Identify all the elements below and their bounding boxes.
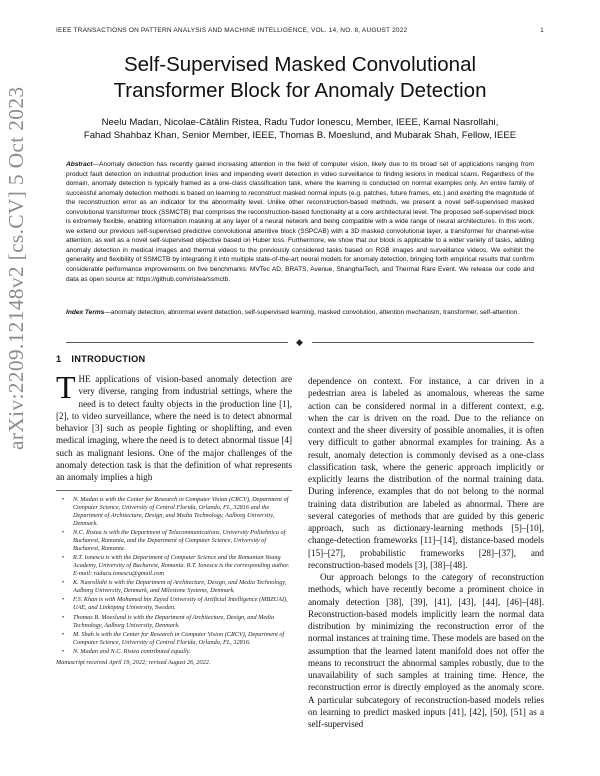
bullet-icon: • <box>62 579 65 587</box>
title-line-2: Transformer Block for Anomaly Detection <box>113 79 487 102</box>
footnote-text: N.C. Ristea is with the Department of Telecommunications, University Politehnica of Bucharest, Romania, and the Department of Computer Science, University of Bucharest, Romania. <box>73 529 286 553</box>
authors-line-1: Neelu Madan, Nicolae-Cătălin Ristea, Radu Tudor Ionescu, Member, IEEE, Kamal Nasrollahi, <box>101 117 499 128</box>
divider-diamond-icon: ◆ <box>296 336 303 347</box>
manuscript-dates: Manuscript received April 19, 2022; revised August 26, 2022. <box>56 658 211 666</box>
drop-cap: T <box>56 369 76 405</box>
footnote-item <box>56 554 292 578</box>
intro-paragraph-2: Our approach belongs to the category of reconstruction methods, which have recently become a prominent choice in anomaly detection [38], [39], [41], [43], [44], [46]–[48]. Reconstruction-based models implicitly learn the normal data distribution by minimizing the reconstruction error of the normal instances at training time. These models are based on the assumption that the learned latent manifold does not offer the means to reconstruct the abnormal samples robustly, due to the unavailability of such samples at training time. Hence, the reconstruction error is directly employed as the anomaly score. A particular subcategory of reconstruction-based models relies on learning to predict masked inputs [41], [42], [50], [51] as a self-supervised <box>308 572 544 729</box>
footnote-item <box>56 596 292 612</box>
footnote-item <box>56 579 292 595</box>
paper-title <box>60 52 540 104</box>
index-terms-label: Index Terms <box>66 309 105 316</box>
footnote-text: F.S. Khan is with Mohamed bin Zayed University of Artificial Intelligence (MBZUAI), UAE, and Linköping University, Sweden. <box>73 596 288 612</box>
bullet-icon: • <box>62 613 65 621</box>
title-line-1: Self-Supervised Masked Convolutional <box>123 53 477 76</box>
bullet-icon: • <box>62 495 65 503</box>
section-heading <box>56 354 292 364</box>
footnote-text: K. Nasrollahi is with the Department of Architecture, Design, and Media Technology, Aalborg University, Denmark, and Milestone Systems, Denmark. <box>73 579 287 595</box>
author-list <box>60 116 540 142</box>
intro-paragraph-1-text: HE applications of vision-based anomaly detection are very diverse, ranging from industrial settings, where the need is to detect faulty objects in the production line [1], [2], to video surveillance, where the need is to detect abnormal behavior [3] such as people fighting or shoplifting, and even medical imaging, where the need is to detect abnormal tissue [4] such as malignant lesions. One of the major challenges of the anomaly detection task is that the definition of what represents an anomaly implies a high <box>56 374 292 482</box>
footnote-text: R.T. Ionescu is with the Department of Computer Science and the Romanian Young Academy, University of Bucharest, Romania. R.T. Ionescu is the corresponding author. E-mail: raducu.ionescu@gmail.com <box>73 554 290 578</box>
section-title: INTRODUCTION <box>71 354 146 364</box>
footnote-rule <box>56 490 292 491</box>
bullet-icon: • <box>62 630 65 638</box>
bullet-icon: • <box>62 647 65 655</box>
section-number: 1 <box>56 354 62 364</box>
arxiv-stamp: arXiv:2209.12148v2 [cs.CV] 5 Oct 2023 <box>4 86 28 450</box>
footnote-item <box>56 631 292 647</box>
left-column <box>56 354 292 667</box>
footnote-list <box>56 496 292 656</box>
intro-paragraph-1-continued: dependence on context. For instance, a car driven in a pedestrian area is labeled as anomalous, whereas the same action can be considered normal in a different context, e.g. when the car is driven on the road. Due to the reliance on context and the sheer diversity of possible anomalies, it is often very difficult to gather abnormal examples for training. As a result, anomaly detection is commonly devised as a one-class classification task, where the generic approach implicitly or explicitly learns the distribution of the normal training data. During inference, examples that do not belong to the normal training data distribution are labeled as abnormal. There are several categories of methods that are guided by this generic approach, such as dictionary-learning methods [5]–[10], change-detection frameworks [11]–[14], distance-based models [15]–[27], probabilistic frameworks [28]–[37], and reconstruction-based models [3], [38]–[48]. <box>308 376 544 570</box>
index-terms-text: —anomaly detection, abnormal event detection, self-supervised learning, masked convolution, attention mechanism, transformer, self-attention. <box>104 309 520 316</box>
bullet-icon: • <box>62 554 65 562</box>
abstract <box>66 160 534 284</box>
footnote-text: Thomas B. Moeslund is with the Department of Architecture, Design, and Media Technology, Aalborg University, Denmark. <box>73 613 275 629</box>
divider-line-right <box>312 342 534 343</box>
page-number: 1 <box>540 27 544 34</box>
journal-name: IEEE TRANSACTIONS ON PATTERN ANALYSIS AND MACHINE INTELLIGENCE, VOL. 14, NO. 8, AUGUST 2022 <box>56 27 408 34</box>
abstract-text: —Anomaly detection has recently gained increasing attention in the field of computer vision, likely due to its broad set of applications ranging from product fault detection on industrial production lines and impending event detection in video surveillance to finding lesions in medical scans. Regardless of the domain, anomaly detection is typically framed as a one-class classification task, where the learning is conducted on normal examples only. An entire family of successful anomaly detection methods is based on learning to reconstruct masked normal inputs (e.g. patches, future frames, etc.) and exerting the magnitude of the reconstruction error as an indicator for the abnormality level. Unlike other reconstruction-based methods, we present a novel self-supervised masked convolutional transformer block (SSMCTB) that comprises the reconstruction-based functionality at a core architectural level. The proposed self-supervised block is extremely flexible, enabling information masking at any layer of a neural network and being compatible with a wide range of neural architectures. In this work, we extend our previous self-supervised predictive convolutional attentive block (SSPCAB) with a 3D masked convolutional layer, a transformer for channel-wise attention, as well as a novel self-supervised objective based on Huber loss. Furthermore, we show that our block is applicable to a wider variety of tasks, adding anomaly detection in medical images and thermal videos to the previously considered tasks based on RGB images and surveillance videos. We exhibit the generality and flexibility of SSMCTB by integrating it into multiple state-of-the-art neural models for anomaly detection, bringing forth empirical results that confirm considerable performance improvements on five benchmarks: MVTec AD, BRATS, Avenue, ShanghaiTech, and Thermal Rare Event. We release our code and data as open source at: https://github.com/ristea/ssmctb. <box>66 161 534 283</box>
bullet-icon: • <box>62 596 65 604</box>
footnote-item <box>56 614 292 630</box>
bullet-icon: • <box>62 529 65 537</box>
footnote-item <box>56 648 292 656</box>
right-column <box>308 375 544 730</box>
abstract-label: Abstract <box>66 161 93 168</box>
section-divider <box>66 338 534 346</box>
index-terms <box>66 308 534 318</box>
authors-line-2: Fahad Shahbaz Khan, Senior Member, IEEE, Thomas B. Moeslund, and Mubarak Shah, Fellow, IEEE <box>83 130 517 141</box>
footnote-item <box>56 496 292 528</box>
divider-line-left <box>66 342 288 343</box>
footnote-text: N. Madan and N.C. Ristea contributed equally. <box>73 647 191 655</box>
footnote-text: N. Madan is with the Center for Research in Computer Vision (CRCV), Department of Computer Science, University of Central Florida, Orlando, FL, 32816 and the Department of Architecture, Design, and Media Technology, Aalborg University, Denmark. <box>73 495 289 527</box>
footnote-text: M. Shah is with the Center for Research in Computer Vision (CRCV), Department of Computer Science, University of Central Florida, Orlando, FL, 32816. <box>73 630 285 646</box>
running-header <box>56 27 544 34</box>
intro-paragraph-1 <box>56 369 292 483</box>
footnote-item <box>56 529 292 553</box>
